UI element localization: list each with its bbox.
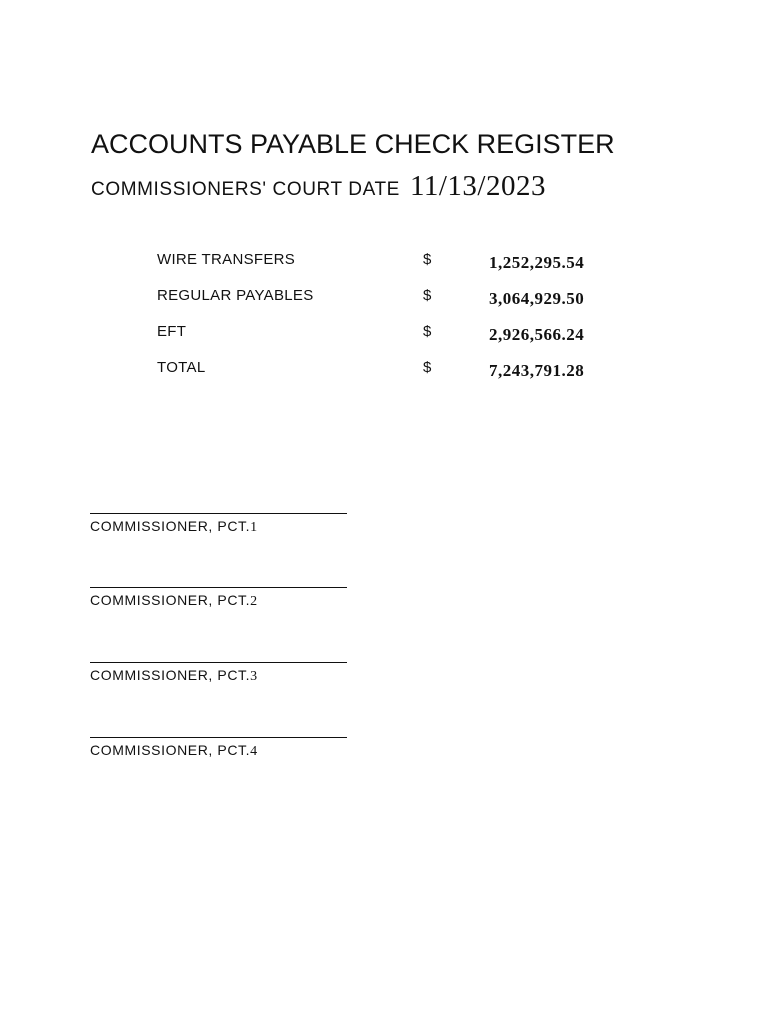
currency-symbol: $ [423,359,432,376]
precinct-number: 2 [250,594,258,609]
currency-symbol: $ [423,251,432,268]
summary-amount: 3,064,929.50 [489,289,585,308]
signature-block-pct-1 [90,513,390,536]
signature-line [90,737,347,738]
summary-label: EFT [157,323,187,340]
precinct-number: 3 [250,669,258,684]
court-date-label: COMMISSIONERS' COURT DATE [91,179,400,200]
signature-label: COMMISSIONER, PCT. [90,592,251,608]
summary-row-regular-payables [0,287,770,317]
summary-label: WIRE TRANSFERS [157,251,296,268]
summary-label: REGULAR PAYABLES [157,287,314,304]
signature-label: COMMISSIONER, PCT. [90,667,251,683]
summary-amount: 2,926,566.24 [489,325,585,344]
summary-label: TOTAL [157,359,206,376]
summary-amount: 7,243,791.28 [489,361,585,380]
currency-symbol: $ [423,323,432,340]
signature-block-pct-4 [90,737,390,760]
summary-row-eft [0,323,770,353]
signature-line [90,587,347,588]
signature-caption [90,592,390,610]
signature-label: COMMISSIONER, PCT. [90,518,251,534]
signature-block-pct-2 [90,587,390,610]
summary-row-wire-transfers [0,251,770,281]
signature-caption [90,667,390,685]
signature-line [90,513,347,514]
document-title: ACCOUNTS PAYABLE CHECK REGISTER [91,129,615,159]
signature-caption [90,518,390,536]
court-date-line [91,170,546,203]
signature-block-pct-3 [90,662,390,685]
precinct-number: 1 [250,520,258,535]
currency-symbol: $ [423,287,432,304]
signature-label: COMMISSIONER, PCT. [90,742,251,758]
signature-line [90,662,347,663]
signature-caption [90,742,390,760]
summary-amount: 1,252,295.54 [489,253,585,272]
court-date-value: 11/13/2023 [409,170,546,202]
precinct-number: 4 [250,744,258,759]
summary-row-total [0,359,770,389]
